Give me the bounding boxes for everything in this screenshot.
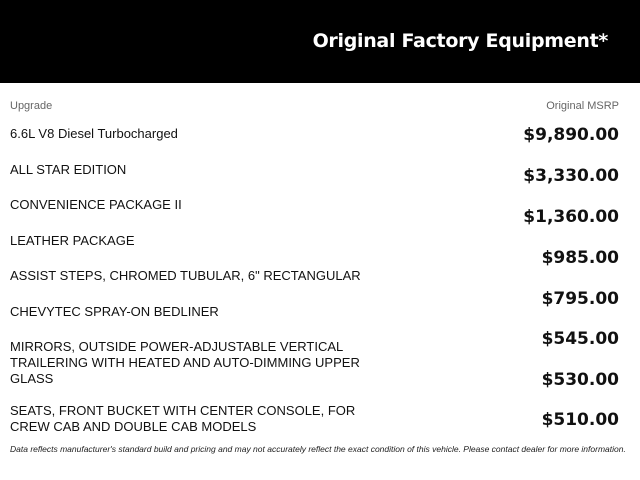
msrp-price: $1,360.00 [523,207,619,227]
upgrade-item: ASSIST STEPS, CHROMED TUBULAR, 6" RECTANGULAR [10,268,361,283]
upgrade-item: CONVENIENCE PACKAGE II [10,197,182,212]
msrp-price: $510.00 [541,410,619,430]
upgrade-item: 6.6L V8 Diesel Turbocharged [10,126,178,141]
page-title: Original Factory Equipment* [312,30,608,52]
msrp-price: $985.00 [541,248,619,268]
header-bar [0,0,640,83]
disclaimer-text: Data reflects manufacturer's standard build and pricing and may not accurately reflect the exact condition of this vehicle. Please contact dealer for more information. [10,444,626,454]
upgrade-item: MIRRORS, OUTSIDE POWER-ADJUSTABLE VERTICAL TRAILERING WITH HEATED AND AUTO-DIMMING UPPER GLASS [10,339,360,386]
msrp-price: $545.00 [541,329,619,349]
msrp-price: $3,330.00 [523,166,619,186]
msrp-price: $530.00 [541,370,619,390]
upgrade-item: SEATS, FRONT BUCKET WITH CENTER CONSOLE, FOR CREW CAB AND DOUBLE CAB MODELS [10,403,356,434]
upgrade-item: CHEVYTEC SPRAY-ON BEDLINER [10,304,219,319]
upgrade-item: ALL STAR EDITION [10,162,127,177]
msrp-price: $9,890.00 [523,125,619,145]
upgrade-column-header: Upgrade [10,100,53,112]
msrp-price: $795.00 [541,289,619,309]
upgrade-item: LEATHER PACKAGE [10,233,135,248]
msrp-column-header: Original MSRP [546,100,619,112]
